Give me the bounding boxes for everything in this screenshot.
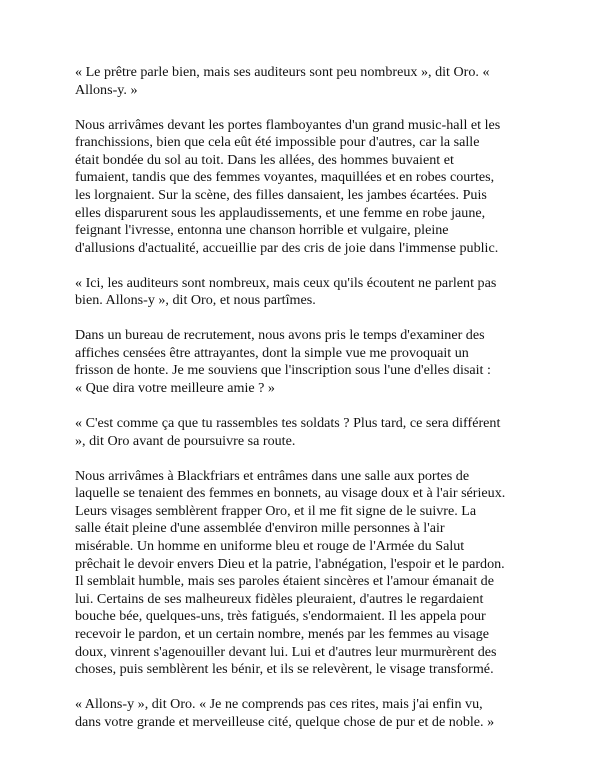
text-line: les lorgnaient. Sur la scène, des filles dansaient, les jambes écartées. Puis (75, 186, 487, 203)
text-line: frisson de honte. Je me souviens que l'inscription sous l'une d'elles disait : (75, 362, 491, 379)
text-line: d'allusions d'actualité, accueillie par des cris de joie dans l'immense public. (75, 239, 499, 256)
text-line: prêchait le devoir envers Dieu et la patrie, l'abnégation, l'espoir et le pardon. (75, 555, 505, 572)
text-line: choses, puis semblèrent les bénir, et ils se relevèrent, le visage transformé. (75, 661, 494, 678)
text-line: « Allons-y », dit Oro. « Je ne comprends pas ces rites, mais j'ai enfin vu, (75, 696, 483, 713)
paragraph (75, 327, 530, 397)
document-page (75, 64, 530, 749)
text-line: lui. Certains de ses malheureux fidèles pleuraient, d'autres le regardaient (75, 590, 484, 607)
text-line: laquelle se tenaient des femmes en bonnets, au visage doux et à l'air sérieux. (75, 485, 506, 502)
text-line: salle était pleine d'une assemblée d'environ mille personnes à l'air (75, 520, 445, 537)
text-line: était bondée du sol au toit. Dans les allées, des hommes buvaient et (75, 151, 454, 168)
text-line: fumaient, tandis que des femmes voyantes, maquillées et en robes courtes, (75, 169, 495, 186)
text-line: Leurs visages semblèrent frapper Oro, et il me fit signe de le suivre. La (75, 502, 477, 519)
text-line: franchissions, bien que cela eût été impossible pour d'autres, car la salle (75, 134, 480, 151)
paragraph (75, 64, 530, 99)
text-line: Dans un bureau de recrutement, nous avons pris le temps d'examiner des (75, 327, 485, 344)
text-line: recevoir le pardon, et un certain nombre, menés par les femmes au visage (75, 625, 490, 642)
text-line: misérable. Un homme en uniforme bleu et rouge de l'Armée du Salut (75, 538, 465, 555)
text-line: « Ici, les auditeurs sont nombreux, mais ceux qu'ils écoutent ne parlent pas (75, 274, 497, 291)
text-line: Nous arrivâmes à Blackfriars et entrâmes dans une salle aux portes de (75, 467, 470, 484)
text-line: », dit Oro avant de poursuivre sa route. (75, 432, 296, 449)
text-line: doux, vinrent s'agenouiller devant lui. Lui et d'autres leur murmurèrent des (75, 643, 497, 660)
paragraph (75, 275, 530, 310)
text-line: bien. Allons-y », dit Oro, et nous partîmes. (75, 292, 316, 309)
text-line: Nous arrivâmes devant les portes flamboyantes d'un grand music-hall et les (75, 116, 501, 133)
text-line: Allons-y. » (75, 81, 138, 98)
text-line: affiches censées être attrayantes, dont la simple vue me provoquait un (75, 344, 469, 361)
text-line: elles disparurent sous les applaudissements, et une femme en robe jaune, (75, 204, 486, 221)
text-line: « C'est comme ça que tu rassembles tes soldats ? Plus tard, ce sera différent (75, 415, 501, 432)
text-line: Il semblait humble, mais ses paroles étaient sincères et l'amour émanait de (75, 573, 494, 590)
paragraph (75, 696, 530, 731)
paragraph (75, 468, 530, 679)
paragraph (75, 117, 530, 258)
text-line: bouche bée, quelques-uns, très fatigués, s'endormaient. Il les appela pour (75, 608, 486, 625)
paragraph (75, 415, 530, 450)
text-line: « Que dira votre meilleure amie ? » (75, 380, 275, 397)
text-line: « Le prêtre parle bien, mais ses auditeurs sont peu nombreux », dit Oro. « (75, 64, 490, 80)
text-line: dans votre grande et merveilleuse cité, quelque chose de pur et de noble. » (75, 713, 495, 730)
text-line: feignant l'ivresse, entonna une chanson horrible et vulgaire, pleine (75, 222, 449, 239)
